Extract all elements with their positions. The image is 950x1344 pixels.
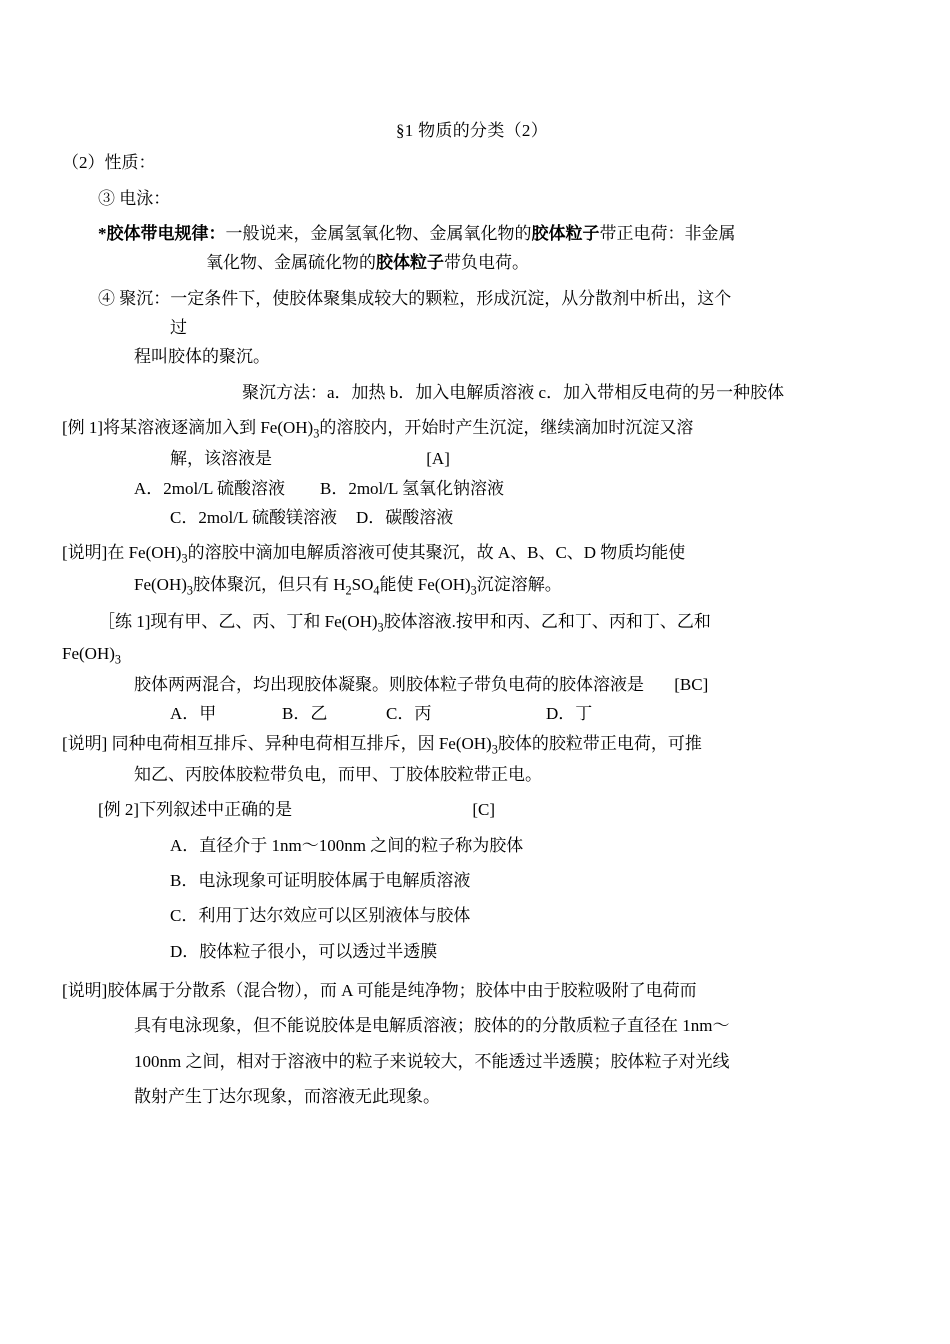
example1-options-row-1 [62,476,882,502]
example1-option-c: C．2mol/L 硫酸镁溶液 [170,508,338,528]
example2-explain-line-2: 具有电泳现象，但不能说胶体是电解质溶液；胶体的的分散质粒子直径在 1nm～ [134,1016,730,1036]
coagulation-methods: 聚沉方法：a．加热 b．加入电解质溶液 c．加入带相反电荷的另一种胶体 [242,382,785,402]
example1-stem-1b: 的溶胶内，开始时产生沉淀，继续滴加时沉淀又溶 [319,418,694,438]
example1-explain-sub-1: 3 [181,551,188,566]
example1-explain-2b: 胶体聚沉，但只有 H [193,574,346,594]
practice1-options [62,701,882,727]
example1-explain-1a: [说明]在 Fe(OH) [62,543,182,563]
example2-explain-line-1: [说明]胶体属于分散系（混合物），而 A 可能是纯净物；胶体中由于胶粒吸附了电荷而 [62,980,697,1000]
example1-option-d: D．碳酸溶液 [356,508,454,528]
practice1-explain-1a: [说明] 同种电荷相互排斥、异种电荷相互排斥，因 Fe(OH) [62,733,492,753]
practice1-sub-2: 3 [114,651,122,666]
charge-rule-text-4: 带负电荷。 [444,253,529,273]
practice1-3: 胶体两两混合，均出现胶体凝聚。则胶体粒子带负电荷的胶体溶液是 [134,674,644,694]
example1-explain-2a: Fe(OH) [134,574,187,594]
practice1-line-2 [62,641,882,669]
coagulation-line-3: 程叫胶体的聚沉。 [134,347,270,367]
practice1-1a: ［练 1]现有甲、乙、丙、丁和 Fe(OH) [98,612,378,632]
charge-rule-text-3: 氧化物、金属硫化物的 [206,253,376,273]
practice1-1b: 胶体溶液.按甲和丙、乙和丁、丙和丁、乙和 [383,612,711,632]
coagulation-line-1: ④ 聚沉：一定条件下，使胶体聚集成较大的颗粒，形成沉淀，从分散剂中析出，这个 [98,288,732,308]
example1-option-b: B．2mol/L 氢氧化钠溶液 [320,478,505,498]
practice1-2a: Fe(OH) [62,643,115,663]
page-title: §1 物质的分类（2） [395,121,549,140]
practice1-answer: [BC] [674,674,709,694]
example1-explain-sub-3: 2 [345,583,352,598]
practice1-option-d: D．丁 [546,704,593,724]
example1-explain-2d: 能使 Fe(OH) [379,574,471,594]
example1-stem-sub: 3 [313,426,320,441]
practice1-line-1 [62,609,882,637]
example1-explain-sub-2: 3 [186,583,194,598]
practice1-option-b: B．乙 [282,704,328,724]
practice1-explain-line-2: 知乙、丙胶体胶粒带负电，而甲、丁胶体胶粒带正电。 [134,764,542,784]
example2-option-a: A．直径介于 1nm～100nm 之间的粒子称为胶体 [170,835,524,855]
example1-option-a: A．2mol/L 硫酸溶液 [134,478,285,498]
practice1-option-a: A．甲 [170,704,217,724]
example1-stem-2: 解，该溶液是 [170,449,272,469]
coagulation-line-2: 过 [170,318,187,338]
example1-explain-1b: 的溶胶中滴加电解质溶液可使其聚沉，故 A、B、C、D 物质均能使 [187,543,686,563]
charge-rule-text-1: 一般说来，金属氢氧化物、金属氧化物的 [225,224,532,244]
charge-rule-text-2: 带正电荷：非金属 [599,224,736,244]
example2-stem-text: [例 2]下列叙述中正确的是 [98,800,293,820]
charge-rule-line-2 [62,250,882,276]
colloid-particle-bold-2: 胶体粒子 [376,253,444,273]
example1-options-row-2 [62,505,882,531]
example2-explain-line-3: 100nm 之间，相对于溶液中的粒子来说较大，不能透过半透膜；胶体粒子对光线 [134,1051,730,1071]
example1-explain-sub-4: 4 [373,583,380,598]
example1-stem-line-2 [62,446,882,472]
example1-stem-1a: [例 1]将某溶液逐滴加入到 Fe(OH) [62,418,314,438]
example2-answer: [C] [472,800,495,820]
electrophoresis-heading: ③ 电泳： [98,188,171,208]
example1-explain-line-1 [62,540,882,568]
practice1-option-c: C．丙 [386,704,432,724]
example2-explain-line-4: 散射产生丁达尔现象，而溶液无此现象。 [134,1086,440,1106]
example1-explain-2c: SO [351,574,374,594]
colloid-particle-bold-1: 胶体粒子 [531,224,600,244]
example1-explain-sub-5: 3 [470,583,477,598]
properties-heading: （2）性质： [62,153,156,173]
example1-explain-line-2 [62,572,882,600]
practice1-explain-line-1 [62,731,882,759]
example2-option-c: C．利用丁达尔效应可以区别液体与胶体 [170,906,471,926]
charge-rule-label: *胶体带电规律： [98,224,226,244]
charge-rule-line-1 [62,221,882,247]
example2-option-d: D．胶体粒子很小，可以透过半透膜 [170,941,438,961]
practice1-line-3 [62,672,882,698]
example1-explain-2e: 沉淀溶解。 [476,574,562,594]
example1-stem-line-1 [62,415,882,443]
example2-stem [62,797,882,823]
example2-option-b: B．电泳现象可证明胶体属于电解质溶液 [170,870,471,890]
practice1-explain-1b: 胶体的胶粒带正电荷，可推 [497,733,702,753]
example1-answer: [A] [426,449,450,469]
practice1-sub-1: 3 [377,620,384,635]
practice1-explain-sub: 3 [491,741,498,756]
